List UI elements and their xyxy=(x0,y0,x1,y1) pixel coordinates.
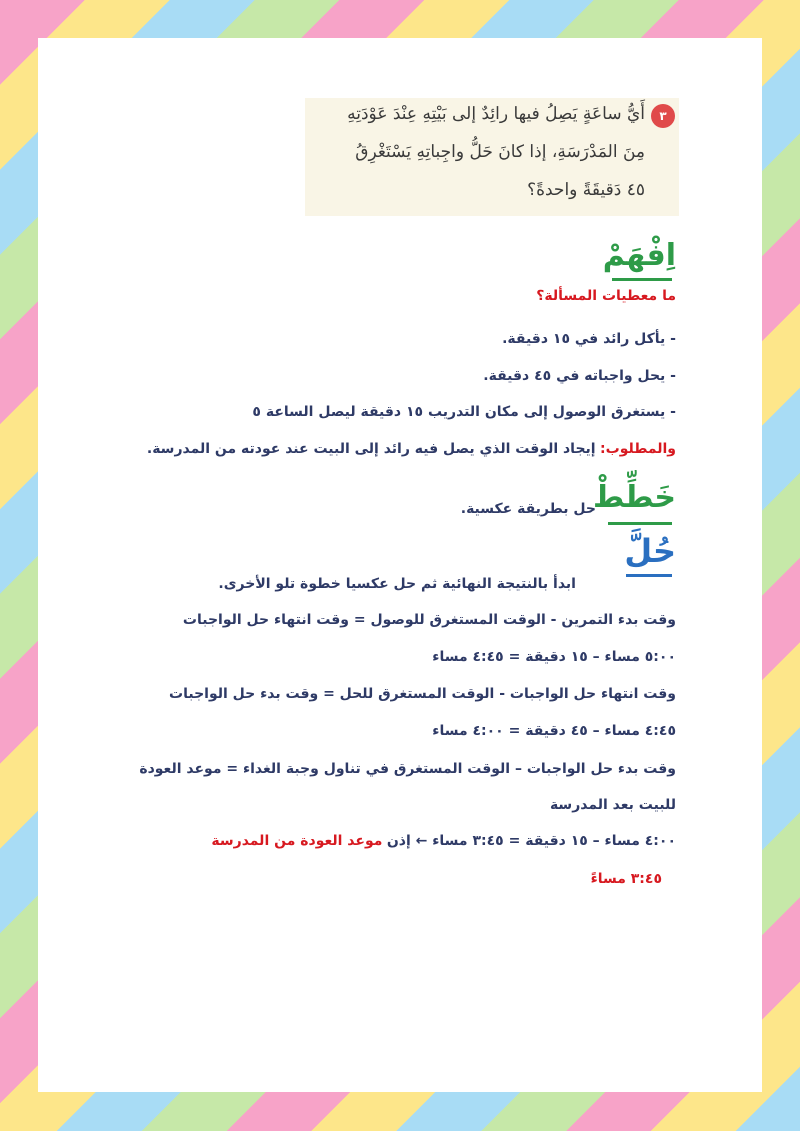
required-text: إيجاد الوقت الذي يصل فيه رائد إلى البيت عند عودته من المدرسة. xyxy=(146,441,596,457)
understand-heading-underline xyxy=(612,278,672,281)
solve-heading-underline xyxy=(626,574,672,577)
problem-line-3: ٤٥ دَقيقَةً واحدةً؟ xyxy=(527,180,645,200)
problem-box xyxy=(305,98,679,216)
final-calc: ٤:٠٠ مساء – ١٥ دقيقة = ٣:٤٥ مساء ← إذن xyxy=(386,833,676,849)
given-item-1: - يأكل رائد في ١٥ دقيقة. xyxy=(502,331,676,347)
solve-step-6: للبيت بعد المدرسة xyxy=(549,797,676,813)
solve-step-1: وقت بدء التمرين - الوقت المستغرق للوصول = وقت انتهاء حل الواجبات xyxy=(182,612,676,628)
worksheet-page xyxy=(38,38,762,1092)
plan-text: حل بطريقة عكسية. xyxy=(460,501,596,517)
solve-step-4: ٤:٤٥ مساء – ٤٥ دقيقة = ٤:٠٠ مساء xyxy=(432,723,676,739)
required-line xyxy=(147,441,676,457)
final-label: موعد العودة من المدرسة xyxy=(211,833,383,849)
final-answer: ٣:٤٥ مساءً xyxy=(590,871,662,887)
plan-heading-underline xyxy=(608,522,672,525)
understand-heading: اِفْهَمْ xyxy=(602,238,676,273)
given-item-2: - يحل واجباته في ٤٥ دقيقة. xyxy=(483,368,676,384)
final-calc-line xyxy=(211,833,676,849)
solve-step-2: ٥:٠٠ مساء – ١٥ دقيقة = ٤:٤٥ مساء xyxy=(432,649,676,665)
solve-step-3: وقت انتهاء حل الواجبات - الوقت المستغرق للحل = وقت بدء حل الواجبات xyxy=(169,686,676,702)
solve-heading: حُلَّ xyxy=(624,532,676,570)
problem-line-1: أَيُّ ساعَةٍ يَصِلُ فيها رائِدٌ إلى بَيْتِهِ عِنْدَ عَوْدَتِهِ xyxy=(347,104,645,124)
required-label: والمطلوب: xyxy=(600,441,676,457)
givens-question: ما معطيات المسألة؟ xyxy=(536,288,676,304)
solve-step-5: وقت بدء حل الواجبات – الوقت المستغرق في تناول وجبة الغداء = موعد العودة xyxy=(139,761,676,777)
solve-intro: ابدأ بالنتيجة النهائية ثم حل عكسيا خطوة تلو الأخرى. xyxy=(218,576,576,592)
problem-number-badge: ٣ xyxy=(651,104,675,128)
plan-heading: خَطِّطْ xyxy=(593,480,676,515)
problem-line-2: مِنَ المَدْرَسَةِ، إذا كانَ حَلُّ واجِباتِهِ يَسْتَغْرِقُ xyxy=(355,142,645,162)
given-item-3: - يستغرق الوصول إلى مكان التدريب ١٥ دقيقة ليصل الساعة ٥ xyxy=(252,404,676,420)
